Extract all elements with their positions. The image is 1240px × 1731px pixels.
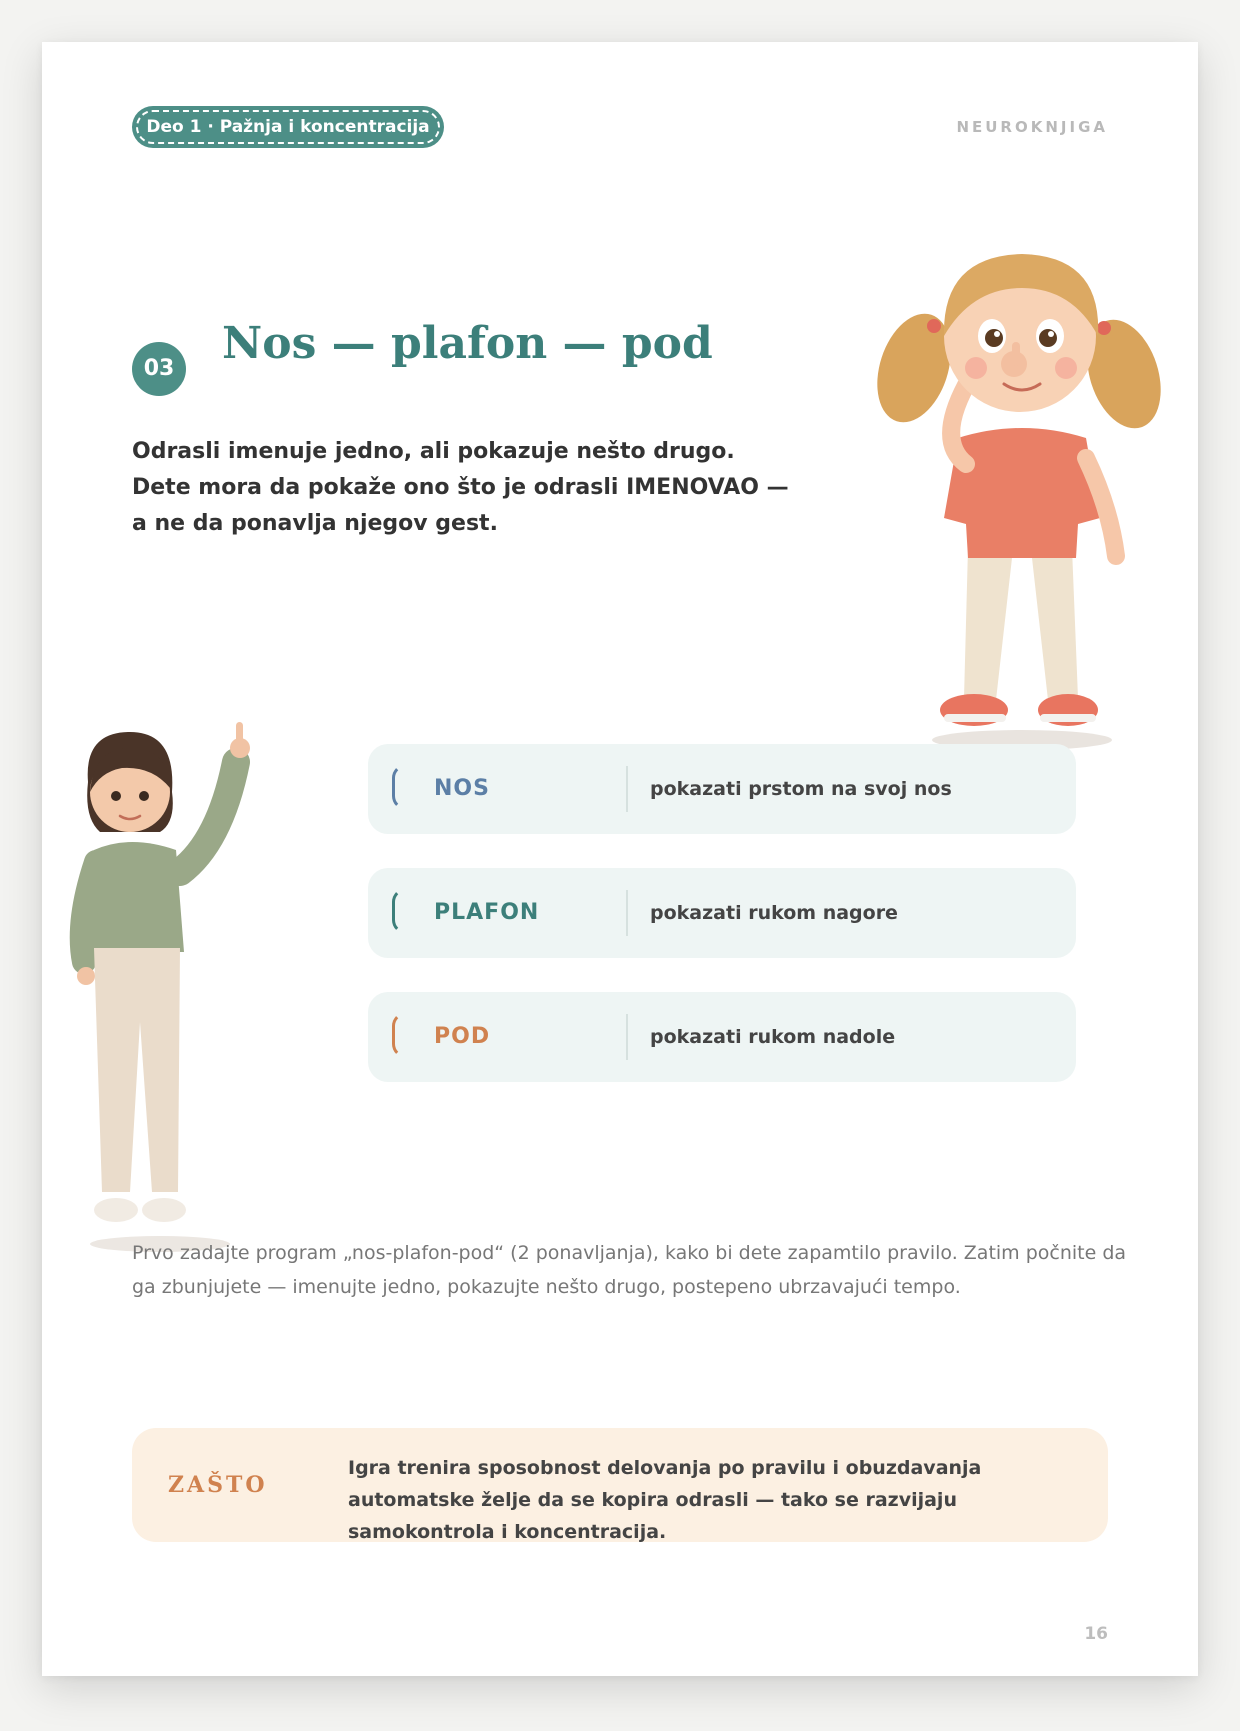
brand-name: NEUROKNJIGA [956, 118, 1108, 136]
rule-word: PLAFON [434, 900, 540, 925]
activity-number-badge: 03 [132, 342, 186, 396]
rule-row-plafon [368, 868, 1076, 958]
bracket-icon [392, 888, 406, 934]
rule-divider [626, 1014, 628, 1060]
bracket-icon [392, 764, 406, 810]
why-label: ZAŠTO [168, 1472, 268, 1498]
rule-word: NOS [434, 776, 490, 801]
rule-description: pokazati rukom nagore [650, 902, 898, 924]
why-text: Igra trenira sposobnost delovanja po pravilu i obuzdavanja automatske želje da se kopira odrasli — tako se razvijaju samokontrola i koncentracija. [348, 1457, 982, 1543]
girl-touching-nose-illustration [872, 218, 1172, 758]
page [42, 42, 1198, 1676]
section-chip [132, 106, 444, 148]
why-callout [132, 1428, 1108, 1542]
rule-row-nos [368, 744, 1076, 834]
rule-divider [626, 766, 628, 812]
rule-divider [626, 890, 628, 936]
bracket-icon [392, 1012, 406, 1058]
rule-word: POD [434, 1024, 491, 1049]
page-number: 16 [1084, 1624, 1108, 1644]
rule-description: pokazati prstom na svoj nos [650, 778, 952, 800]
instructions-text: Prvo zadajte program „nos-plafon-pod“ (2 ponavljanja), kako bi dete zapamtilo pravilo. Zatim počnite da ga zbunjujete — imenujte jedno, pokazujte nešto drugo, postepeno ubrzavajući tempo. [132, 1242, 1127, 1298]
rule-row-pod [368, 992, 1076, 1082]
rule-description: pokazati rukom nadole [650, 1026, 896, 1048]
section-chip-label: Deo 1 · Pažnja i koncentracija [136, 110, 440, 144]
page-title: Nos — plafon — pod [222, 318, 713, 369]
woman-pointing-up-illustration [60, 722, 290, 1262]
activity-intro: Odrasli imenuje jedno, ali pokazuje nešto drugo. Dete mora da pokaže ono što je odrasli IMENOVAO — a ne da ponavlja njegov gest. [132, 439, 789, 536]
